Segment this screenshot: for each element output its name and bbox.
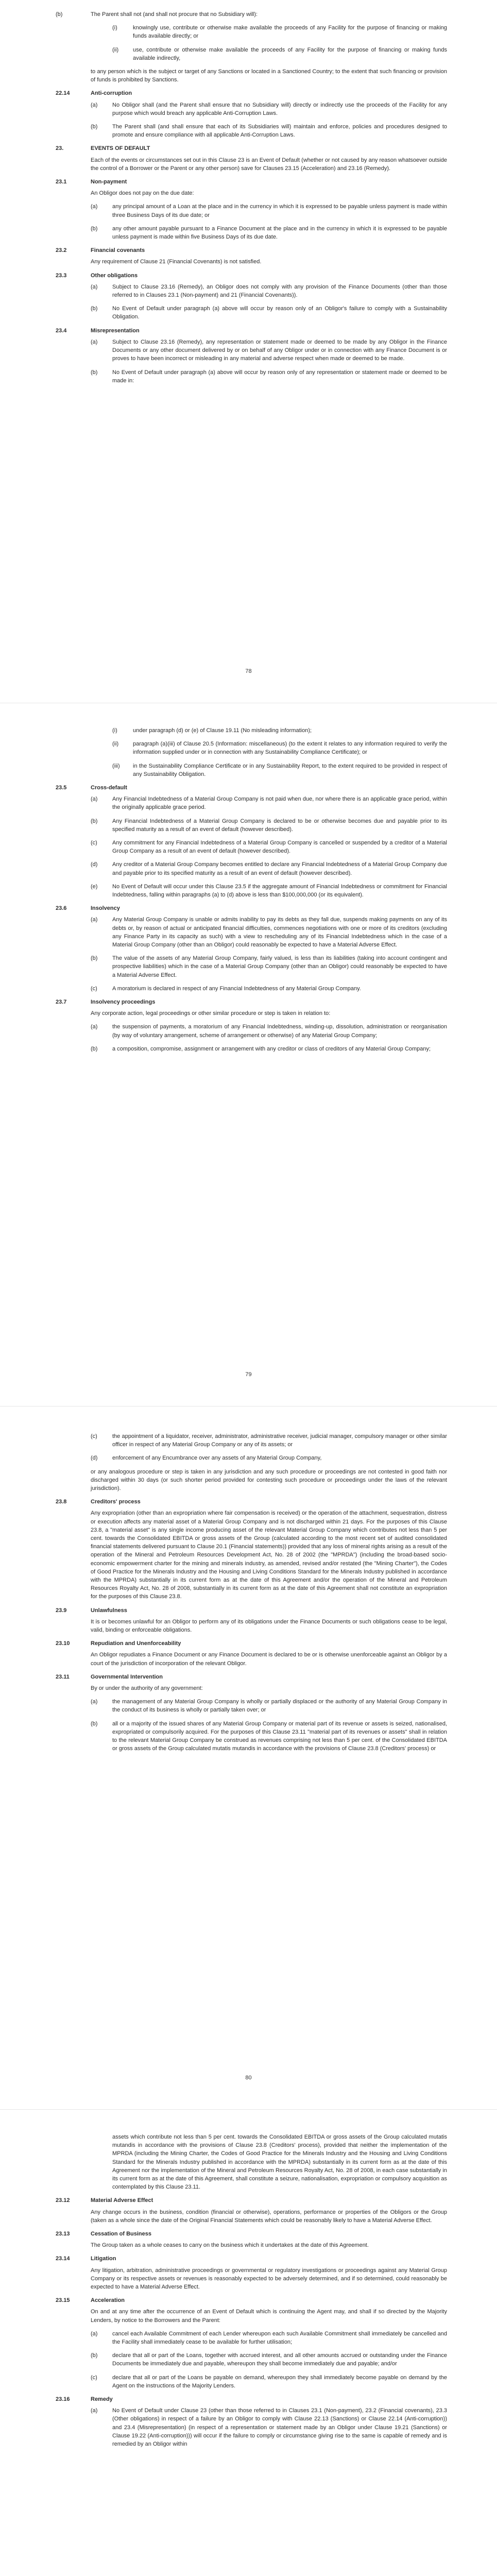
clause-title: Cessation of Business: [91, 2231, 151, 2238]
item-label: (e): [91, 883, 98, 890]
item-text: The Parent shall not (and shall not procure that no Subsidiary will):: [91, 11, 258, 18]
paragraph-text: Any corporate action, legal proceedings or other similar procedure or step is taken in relation to:: [91, 1010, 331, 1017]
clause-heading: [56, 904, 447, 912]
item-label: (c): [91, 840, 97, 846]
paragraph-text: On and at any time after the occurrence of an Event of Default which is continuing the Agent may, and shall if so directed by the Majority Lenders, by notice to the Borrowers and the Parent:: [91, 2309, 447, 2324]
item-text: in the Sustainability Compliance Certificate or in any Sustainability Report, to the extent required to be provided in respect of any Sustainability Obligation.: [133, 762, 447, 777]
sub-sub-paragraph: [56, 740, 447, 756]
item-label: (d): [91, 861, 98, 868]
clause-number: 23.12: [56, 2197, 70, 2204]
sub-paragraph: [56, 1432, 447, 1449]
paragraph: [56, 2266, 447, 2292]
item-label: (a): [91, 101, 98, 108]
item-label: (b): [91, 225, 98, 232]
clause-number: 23.8: [56, 1499, 67, 1505]
clause-heading: [56, 2395, 447, 2403]
item-label: (a): [91, 1699, 98, 1705]
item-text: use, contribute or otherwise make available the proceeds of any Facility for the purpose of financing or making funds available indirectly,: [133, 46, 447, 61]
clause-title: EVENTS OF DEFAULT: [91, 145, 150, 152]
clause-number: 22.14: [56, 90, 70, 97]
clause-title: Material Adverse Effect: [91, 2197, 153, 2204]
item-label: (b): [91, 124, 98, 130]
item-label: (b): [91, 2352, 98, 2359]
item-label: (d): [91, 1455, 98, 1462]
clause-title: Insolvency: [91, 905, 120, 912]
clause-title: Cross-default: [91, 785, 127, 791]
item-text: No Event of Default under paragraph (a) above will occur by reason only of an Obligor's failure to comply with a Sustainability Obligation.: [112, 306, 447, 320]
clause-number: 23.15: [56, 2297, 70, 2304]
clause-heading: [56, 89, 447, 97]
sub-paragraph: [56, 817, 447, 834]
item-label: (a): [91, 796, 98, 803]
clause-number: 23.7: [56, 999, 67, 1006]
page: [0, 2110, 497, 2576]
sub-paragraph: [56, 916, 447, 949]
item-label: (c): [91, 985, 97, 992]
item-label: (b): [91, 306, 98, 312]
item-text: Subject to Clause 23.16 (Remedy), an Obligor does not comply with any provision of the Finance Documents (other than those referred to in Clauses 23.1 (Non-payment) and 21 (Financial Covenants)).: [112, 283, 447, 299]
clause-number: 23.5: [56, 785, 67, 791]
clause-heading: [56, 784, 447, 792]
item-label: (a): [91, 917, 98, 923]
item-text: Any Financial Indebtedness of a Material Group Company is declared to be or otherwise becomes due and payable prior to its specified maturity as a result of an event of default (however described).: [112, 818, 447, 833]
sub-paragraph: [56, 2351, 447, 2368]
clause-title: Financial covenants: [91, 247, 145, 254]
paragraph: [56, 1509, 447, 1601]
clause-title: Repudiation and Unenforceability: [91, 1640, 181, 1647]
sub-paragraph: [56, 2374, 447, 2390]
paragraph-text: Any expropriation (other than an expropriation where fair compensation is received) or the operation of the attachment, sequestration, distress or execution affects any material asset of a Material Group Company and is not discharged within 21 days. For the purposes of this Clause 23.8, a "material asset" is any single income producing asset of the relevant Material Group Company which contributes not less than 5 per cent. towards the Consolidated EBITDA or gross assets of the Group (calculated according to the most recent set of audited consolidated financial statements delivered pursuant to Clause 20.1 (Financial statements)) provided that any loss of mineral rights arising as a result of the operation of the Mineral and Petroleum Resources Development Act, No. 28 of 2002 (the "MPRDA") (including the broad-based socio-economic empowerment charter for the mining and minerals industry, as amended, revised and/or restated (the "Mining Charter"), the Codes of Good Practice for the Minerals Industry and the Housing and Living Conditions Standard for the Minerals Industry published in accordance with the MPRDA) substantially in its current form as at the date of this Agreement and/or the operation of the Mineral and Petroleum Resources Royalty Act, No. 28 of 2008, substantially in its current form as at the date of this Agreement shall not constitute an expropriation for the purposes of this Clause 23.8.: [91, 1510, 447, 1600]
sub-paragraph: [56, 1698, 447, 1714]
clause-heading: [56, 2255, 447, 2263]
item-text: Any commitment for any Financial Indebtedness of a Material Group Company is cancelled or suspended by a creditor of a Material Group Company as a result of an event of default (however described).: [112, 840, 447, 855]
item-text: cancel each Available Commitment of each Lender whereupon each such Available Commitment shall immediately be cancelled and the Facility shall immediately cease to be available for further utilisation;: [112, 2330, 447, 2346]
sub-paragraph: [56, 368, 447, 385]
paragraph-text: Any requirement of Clause 21 (Financial Covenants) is not satisfied.: [91, 259, 262, 265]
clause-number: 23.: [56, 145, 64, 152]
item-text: any other amount payable pursuant to a Finance Document at the place and in the currency in which it is expressed to be payable unless payment is made within five Business Days of its due date.: [112, 225, 447, 241]
item-label: (iii): [112, 762, 120, 769]
item-label: (a): [91, 283, 98, 290]
paragraph-text: By or under the authority of any government:: [91, 1685, 203, 1692]
paragraph: [56, 1651, 447, 1667]
item-label: (i): [112, 727, 117, 734]
clause-heading: [56, 1639, 447, 1648]
item-text: enforcement of any Encumbrance over any assets of any Material Group Company,: [112, 1455, 322, 1462]
item-label: (c): [91, 1433, 97, 1439]
clause-title: Unlawfulness: [91, 1607, 127, 1614]
paragraph: [56, 1468, 447, 1493]
clause-number: 23.4: [56, 327, 67, 334]
clause-title: Other obligations: [91, 272, 138, 279]
clause-title: Governmental Intervention: [91, 1673, 163, 1680]
clause-number: 23.13: [56, 2231, 70, 2238]
clause-title: Anti-corruption: [91, 90, 132, 97]
item-label: (a): [91, 2408, 98, 2414]
item-text: No Event of Default under paragraph (a) above will occur by reason only of any representation or statement made or deemed to be made in:: [112, 369, 447, 384]
paragraph: [56, 2241, 447, 2249]
item-text: paragraph (a)(iii) of Clause 20.5 (Information: miscellaneous) (to the extent it relates to any information required to verify the information supplied under or in connection with any Sustainability Compliance Certificate); or: [133, 741, 447, 756]
paragraph: [56, 2308, 447, 2324]
clause-heading: [56, 2196, 447, 2205]
page: [0, 0, 497, 703]
clause-heading: [56, 1673, 447, 1681]
item-label: (a): [91, 204, 98, 210]
item-text: No Event of Default under Clause 23 (other than those referred to in Clauses 23.1 (Non-payment), 23.2 (Financial covenants), 23.3 (Other obligations) in respect of a failure by an Obligor to comply with Clause 22.13 (Sanctions) or Clause 22.14 (Anti-corruption)) and 23.4 (Misrepresentation) (in respect of a representation or statement made by an Obligor under Clause 19.21 (Sanctions) or Clause 19.22 (Anti-corruption))) will occur if the failure to comply or circumstance giving rise to the same is capable of remedy and is remedied by an Obligor within: [112, 2408, 447, 2448]
item-text: Any creditor of a Material Group Company becomes entitled to declare any Financial Indebtedness of a Material Group Company due and payable prior to its specified maturity as a result of an event of default (however described).: [112, 861, 447, 876]
paragraph-text: The Group taken as a whole ceases to carry on the business which it undertakes at the date of this Agreement.: [91, 2242, 369, 2249]
clause-heading: [56, 178, 447, 186]
clause-number: 23.14: [56, 2256, 70, 2262]
item-label: (b): [91, 818, 98, 824]
paragraph-text: Any litigation, arbitration, administrative proceedings or governmental or regulatory investigations or proceedings against any Material Group Company or its respective assets or revenues is reasonably expected to be adversely determined, and if so determined, could reasonably be expected to have a Material Adverse Effect.: [91, 2267, 447, 2291]
item-text: all or a majority of the issued shares of any Material Group Company or material part of its revenue or assets is seized, nationalised, expropriated or compulsorily acquired. For the purposes of this Clause 23.11 "material part of its revenues or assets" shall in relation to the relevant Material Group Company be construed as revenues comprising not less than 5 per cent. of the Consolidated EBITDA or gross assets of the Group calculated mutatis mutandis in accordance with the provisions of Clause 23.8 (Creditors' process) or: [112, 1720, 447, 1752]
sub-paragraph: [56, 839, 447, 855]
item-text: declare that all or part of the Loans, together with accrued interest, and all other amounts accrued or outstanding under the Finance Documents be immediately due and payable, whereupon they shall become immediately due and payable; and/or: [112, 2352, 447, 2367]
sub-sub-paragraph: [56, 762, 447, 778]
sub-sub-paragraph: [56, 24, 447, 40]
clause-title: Creditors' process: [91, 1499, 141, 1505]
sub-paragraph: [56, 2330, 447, 2346]
item-label: (ii): [112, 741, 119, 748]
clause-title: Acceleration: [91, 2297, 125, 2304]
clause-heading: [56, 144, 447, 152]
item-text: the appointment of a liquidator, receiver, administrator, administrative receiver, judicial manager, compulsory manager or other similar officer in respect of any Material Group Company or any of its assets; or: [112, 1433, 447, 1448]
page-number: 78: [245, 668, 252, 674]
page-content: [56, 1432, 447, 1758]
item-label: (b): [91, 1045, 98, 1052]
item-label: (b): [91, 369, 98, 376]
clause-number: 23.3: [56, 272, 67, 279]
item-text: declare that all or part of the Loans be payable on demand, whereupon they shall immediately become payable on demand by the Agent on the instructions of the Majority Lenders.: [112, 2374, 447, 2389]
clause-heading: [56, 2296, 447, 2304]
sub-paragraph: [56, 101, 447, 117]
item-text: the management of any Material Group Company is wholly or partially displaced or the authority of any Material Group Company in the conduct of its business is wholly or partially taken over; or: [112, 1699, 447, 1714]
page-content: [56, 726, 447, 1058]
sub-paragraph: [56, 283, 447, 299]
sub-paragraph: [56, 860, 447, 877]
sub-paragraph: [56, 304, 447, 321]
item-text: The Parent shall (and shall ensure that each of its Subsidiaries will) maintain and enforce, policies and procedures designed to promote and ensure compliance with all applicable Anti-Corruption Laws.: [112, 124, 447, 139]
item-label: (a): [91, 1024, 98, 1030]
sub-paragraph: [56, 225, 447, 241]
sub-paragraph: [56, 202, 447, 219]
sub-paragraph: [56, 883, 447, 899]
sub-paragraph: [56, 985, 447, 993]
paragraph: [56, 67, 447, 84]
paragraph-text: to any person which is the subject or target of any Sanctions or located in a Sanctioned Country; to the extent that such financing or provision of funds is prohibited by Sanctions.: [91, 69, 447, 83]
paragraph: [56, 1009, 447, 1018]
item-text: knowingly use, contribute or otherwise make available the proceeds of any Facility for the purpose of financing or making funds available directly; or: [133, 25, 447, 40]
clause-heading: [56, 246, 447, 255]
clause-number: 23.1: [56, 179, 67, 185]
paragraph: [56, 2208, 447, 2225]
paragraph: [56, 189, 447, 197]
item-label: (a): [91, 2330, 98, 2337]
paragraph-text: Any change occurs in the business, condition (financial or otherwise), operations, performance or properties of the Obligors or the Group (taken as a whole since the date of the Original Financial Statements which could be reasonably likely to have a Material Adverse Effect.: [91, 2209, 447, 2224]
clause-number: 23.6: [56, 905, 67, 912]
item-label: (b): [91, 1720, 98, 1727]
item-label: (c): [91, 2374, 97, 2381]
page-number: 80: [245, 2075, 252, 2081]
paragraph-text: or any analogous procedure or step is taken in any jurisdiction and any such procedure or proceedings are not contested in good faith nor discharged within 30 days (or such shorter period provided for contesting such procedure or proceedings under the laws of the relevant jurisdiction).: [91, 1468, 447, 1492]
item-text: the suspension of payments, a moratorium of any Financial Indebtedness, winding-up, dissolution, administration or reorganisation (by way of voluntary arrangement, scheme of arrangement or otherwise) of any Material Group Company;: [112, 1024, 447, 1039]
sub-paragraph: [56, 795, 447, 811]
sub-sub-paragraph: [56, 46, 447, 62]
item-label: (i): [112, 25, 117, 31]
clause-heading: [56, 998, 447, 1006]
clause-title: Remedy: [91, 2396, 113, 2403]
clause-title: Insolvency proceedings: [91, 999, 156, 1006]
sub-paragraph: [56, 10, 447, 19]
sub-paragraph: [56, 338, 447, 363]
paragraph: [56, 1684, 447, 1692]
item-text: a composition, compromise, assignment or arrangement with any creditor or class of creditors of any Material Group Company;: [112, 1045, 431, 1052]
clause-number: 23.2: [56, 247, 67, 254]
sub-paragraph: [56, 123, 447, 139]
page-number: 79: [245, 1371, 252, 1378]
paragraph-text: It is or becomes unlawful for an Obligor to perform any of its obligations under the Finance Documents or such obligations cease to be legal, valid, binding or enforceable obligations.: [91, 1618, 447, 1634]
sub-paragraph: [56, 954, 447, 979]
paragraph-text: Each of the events or circumstances set out in this Clause 23 is an Event of Default (whether or not caused by any reason whatsoever outside the control of a Borrower or the Parent or any other person) save for Clauses 23.15 (Acceleration) and 23.16 (Remedy).: [91, 157, 447, 172]
clause-heading: [56, 1498, 447, 1506]
paragraph-text: An Obligor does not pay on the due date:: [91, 190, 194, 197]
sub-paragraph: [56, 1045, 447, 1053]
sub-paragraph: [56, 2406, 447, 2448]
clause-title: Non-payment: [91, 179, 127, 185]
sub-paragraph: [56, 1023, 447, 1039]
page-content: [56, 10, 447, 390]
item-label: (ii): [112, 46, 119, 53]
paragraph: [56, 1618, 447, 1634]
item-text: Subject to Clause 23.16 (Remedy), any representation or statement made or deemed to be made by any Obligor in the Finance Documents or any other document delivered by or on behalf of any Obligor under or in connection with any Finance Document is or proves to have been incorrect or misleading in any material and adverse respect when made or deemed to be made.: [112, 338, 447, 362]
page-content: [56, 2133, 447, 2453]
paragraph-text: An Obligor repudiates a Finance Document or any Finance Document is declared to be or is otherwise unenforceable against an Obligor by a court of the jurisdiction of incorporation of the relevant Obligor.: [91, 1652, 447, 1667]
item-text: No Event of Default will occur under this Clause 23.5 if the aggregate amount of Financial Indebtedness or commitment for Financial Indebtedness, falling within paragraphs (a) to (d) above is less than $100,000,000 (or its equivalent).: [112, 883, 447, 899]
paragraph: [56, 156, 447, 173]
item-text: under paragraph (d) or (e) of Clause 19.11 (No misleading information);: [133, 727, 312, 734]
item-label: (a): [91, 338, 98, 345]
sub-paragraph: [56, 1720, 447, 1753]
clause-number: 23.16: [56, 2396, 70, 2403]
item-text: Any Material Group Company is unable or admits inability to pay its debts as they fall due, suspends making payments on any of its debts or, by reason of actual or anticipated financial difficulties, commences negotiations with one or more of its creditors (excluding any Finance Party in its capacity as such) with a view to rescheduling any of its Financial Indebtedness which in the case of a Material Group Company (other than an Obligor) could reasonably be expected to have a Material Adverse Effect.: [112, 917, 447, 948]
clause-number: 23.11: [56, 1673, 70, 1680]
item-text: any principal amount of a Loan at the place and in the currency in which it is expressed to be payable unless payment is made within three Business Days of its due date; or: [112, 204, 447, 218]
sub-paragraph: [56, 1454, 447, 1462]
item-text: No Obligor shall (and the Parent shall ensure that no Subsidiary will) directly or indirectly use the proceeds of the Facility for any purpose which would breach any applicable Anti-Corruption Laws.: [112, 101, 447, 116]
clause-heading: [56, 1606, 447, 1615]
paragraph-text: assets which contribute not less than 5 per cent. towards the Consolidated EBITDA or gross assets of the Group calculated mutatis mutandis in accordance with the provisions of Clause 23.8 (Creditors' process), provided that neither the implementation of the MPRDA (including the Mining Charter, the Codes of Good Practice for the Minerals Industry and the Housing and Living Conditions Standard for the Minerals Industry published in accordance with the MPRDA) substantially in its current form as at the date of this Agreement nor the implementation of the Mineral and Petroleum Resources Royalty Act, No. 28 of 2008, in each case substantially in its current form as at the date of this Agreement, shall constitute a seizure, nationalisation, expropriation or compulsory acquisition as contemplated by this Clause 23.11.: [112, 2134, 447, 2191]
clause-title: Misrepresentation: [91, 327, 140, 334]
item-label: (b): [56, 11, 63, 18]
clause-heading: [56, 272, 447, 280]
page: [0, 703, 497, 1406]
item-text: The value of the assets of any Material Group Company, fairly valued, is less than its liabilities (taking into account contingent and prospective liabilities) which in the case of a Material Group Company (other than an Obligor) could reasonably be expected to have a Material Adverse Effect.: [112, 955, 447, 978]
clause-heading: [56, 2230, 447, 2238]
page: [0, 1406, 497, 2110]
item-text: Any Financial Indebtedness of a Material Group Company is not paid when due, nor where there is an applicable grace period, within the originally applicable grace period.: [112, 796, 447, 811]
clause-number: 23.9: [56, 1607, 67, 1614]
paragraph: [56, 258, 447, 266]
clause-number: 23.10: [56, 1640, 70, 1647]
paragraph: [56, 2133, 447, 2191]
clause-title: Litigation: [91, 2256, 116, 2262]
sub-sub-paragraph: [56, 726, 447, 735]
item-label: (b): [91, 955, 98, 962]
item-text: A moratorium is declared in respect of any Financial Indebtedness of any Material Group Company.: [112, 985, 361, 992]
clause-heading: [56, 327, 447, 335]
